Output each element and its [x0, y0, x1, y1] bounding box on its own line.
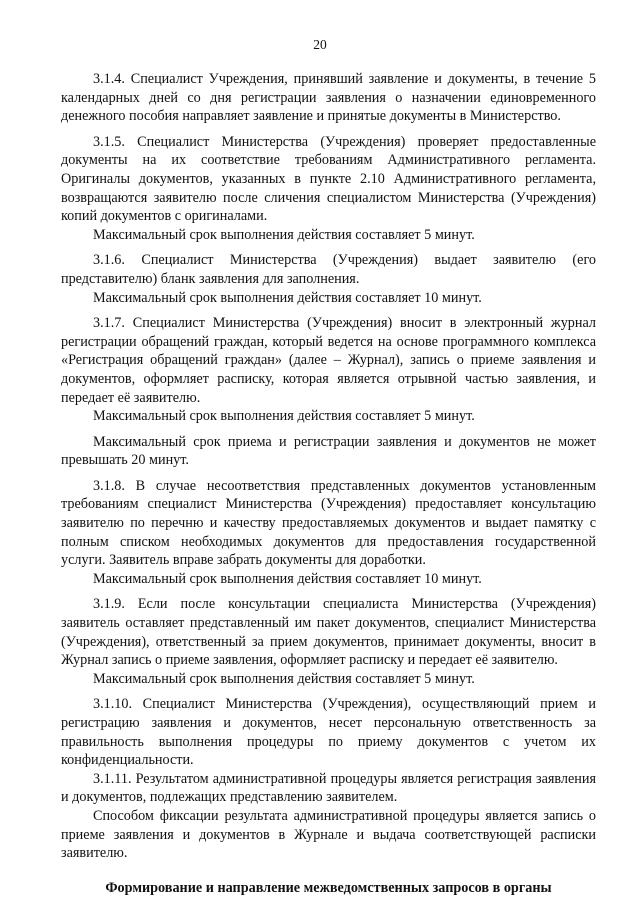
paragraph-3-1-10: 3.1.10. Специалист Министерства (Учреждения), осуществляющий прием и регистрацию заявления и документов, несет персональную ответственность за правильность выполнения процедуры по приему документов с учетом их конфиденциальности. — [61, 696, 596, 769]
paragraph-3-1-5: 3.1.5. Специалист Министерства (Учреждения) проверяет предоставленные документы на их соответствие требованиям Административного регламента. Оригиналы документов, указанных в пункте 2.10 Административного регламента, возвращаются заявителю после сличения специалистом Министерства (Учреждения) копий документов с оригиналами. — [61, 133, 596, 225]
paragraph-3-1-9: 3.1.9. Если после консультации специалиста Министерства (Учреждения) заявитель оставляет представленный им пакет документов, специалист Министерства (Учреждения), ответственный за прием документов, принимает документы, вносит в Журнал запись о приеме заявления, оформляет расписку и передает её заявителю. — [61, 596, 596, 669]
section-heading: Формирование и направление межведомственных запросов в органы — [105, 879, 552, 896]
paragraph-3-1-11: 3.1.11. Результатом административной процедуры является регистрация заявления и документов, подлежащих представлению заявителем. — [61, 770, 596, 806]
paragraph-3-1-6: 3.1.6. Специалист Министерства (Учреждения) выдает заявителю (его представителю) бланк заявления для заполнения. — [61, 252, 596, 287]
max-time-note: Максимальный срок выполнения действия составляет 10 минут. — [93, 570, 482, 587]
document-body — [61, 70, 596, 897]
max-time-note: Максимальный срок выполнения действия составляет 5 минут. — [93, 226, 475, 243]
max-time-note: Максимальный срок выполнения действия составляет 5 минут. — [93, 408, 475, 425]
paragraph-3-1-4: 3.1.4. Специалист Учреждения, принявший заявление и документы, в течение 5 календарных дней со дня регистрации заявления о назначении единовременного денежного пособия направляет заявление и принятые документы в Министерство. — [61, 71, 596, 125]
paragraph-3-1-8: 3.1.8. В случае несоответствия представленных документов установленным требованиям специалист Министерства (Учреждения) предоставляет консультацию заявителю по перечню и качеству предоставляемых документов и выдает памятку с полным списком необходимых документов для предоставления государственной услуги. Заявитель вправе забрать документы для доработки. — [61, 477, 596, 569]
max-total-time-note: Максимальный срок приема и регистрации заявления и документов не может превышать 20 минут. — [61, 433, 596, 469]
page-number: 20 — [313, 37, 327, 52]
max-time-note: Максимальный срок выполнения действия составляет 5 минут. — [93, 670, 475, 687]
paragraph-3-1-7: 3.1.7. Специалист Министерства (Учреждения) вносит в электронный журнал регистрации обращений граждан, который ведется на основе программного комплекса «Регистрация обращений граждан» (далее – Журнал), запись о приеме заявления и документов, оформляет расписку, которая является отрывной частью заявления, и передает её заявителю. — [61, 315, 596, 406]
paragraph-fixation-method: Способом фиксации результата административной процедуры является запись о приеме заявления и документов в Журнале и выдача соответствующей расписки заявителю. — [61, 807, 596, 862]
max-time-note: Максимальный срок выполнения действия составляет 10 минут. — [93, 289, 482, 306]
